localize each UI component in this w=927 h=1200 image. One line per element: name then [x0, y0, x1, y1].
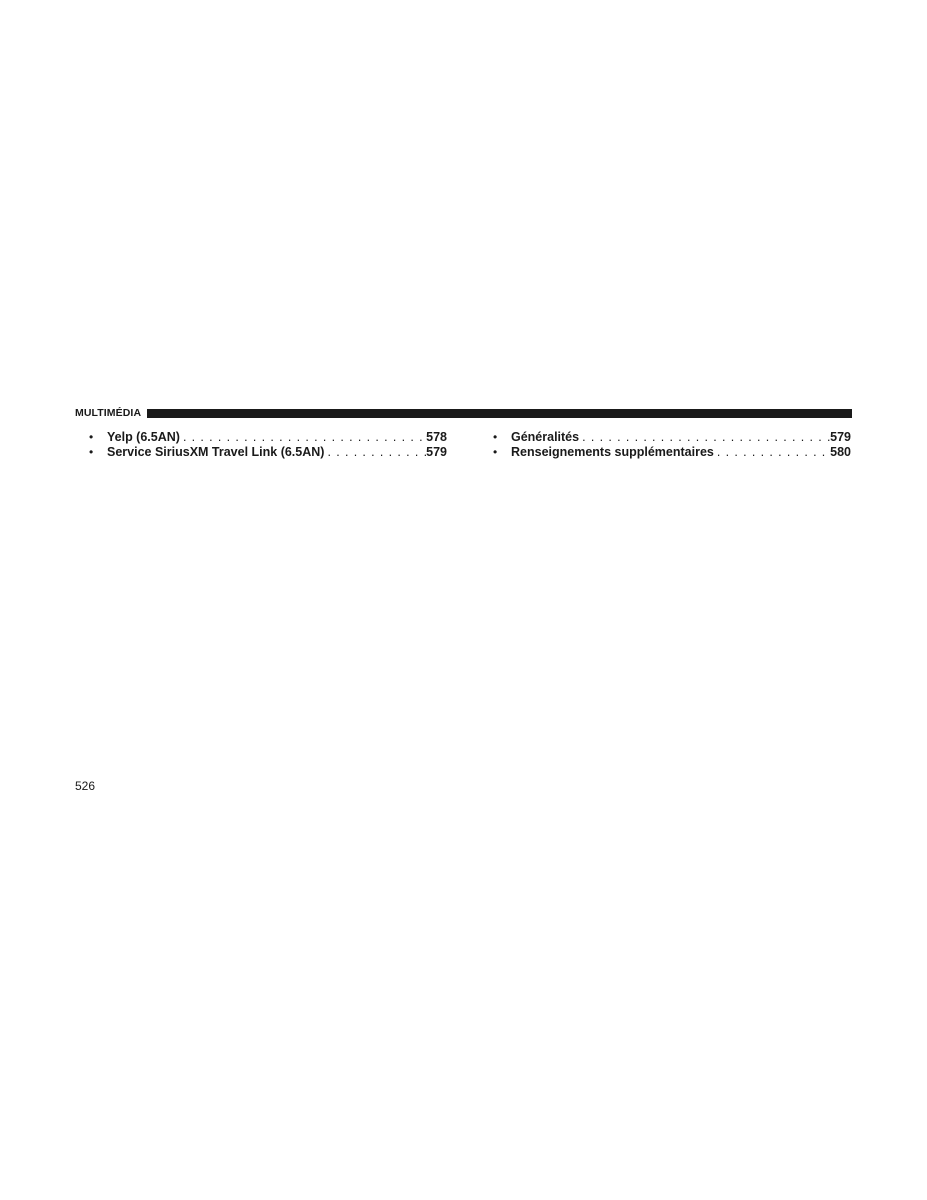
dot-leader	[714, 445, 830, 460]
toc-entry-title: Service SiriusXM Travel Link (6.5AN)	[107, 445, 325, 459]
toc-entry-page: 579	[830, 430, 851, 444]
page-number: 526	[75, 779, 96, 793]
section-rule	[147, 409, 852, 418]
bullet-icon: •	[493, 430, 498, 444]
toc-entry-title: Généralités	[511, 430, 580, 444]
toc-column-right	[493, 430, 851, 460]
toc-entry[interactable]	[89, 430, 447, 445]
toc-entry-title: Yelp (6.5AN)	[107, 430, 180, 444]
bullet-icon: •	[89, 445, 94, 459]
toc-entry[interactable]	[89, 445, 447, 460]
dot-leader	[579, 430, 830, 445]
toc-entry-page: 579	[426, 445, 447, 459]
bullet-icon: •	[493, 445, 498, 459]
toc-entry-page: 578	[426, 430, 447, 444]
toc-column-left	[89, 430, 447, 460]
toc-entry-page: 580	[830, 445, 851, 459]
section-header	[75, 405, 852, 421]
toc-entry-title: Renseignements supplémentaires	[511, 445, 714, 459]
dot-leader	[180, 430, 426, 445]
section-title: MULTIMÉDIA	[75, 407, 142, 419]
bullet-icon: •	[89, 430, 94, 444]
toc-entry[interactable]	[493, 445, 851, 460]
dot-leader	[324, 445, 426, 460]
toc-entry[interactable]	[493, 430, 851, 445]
